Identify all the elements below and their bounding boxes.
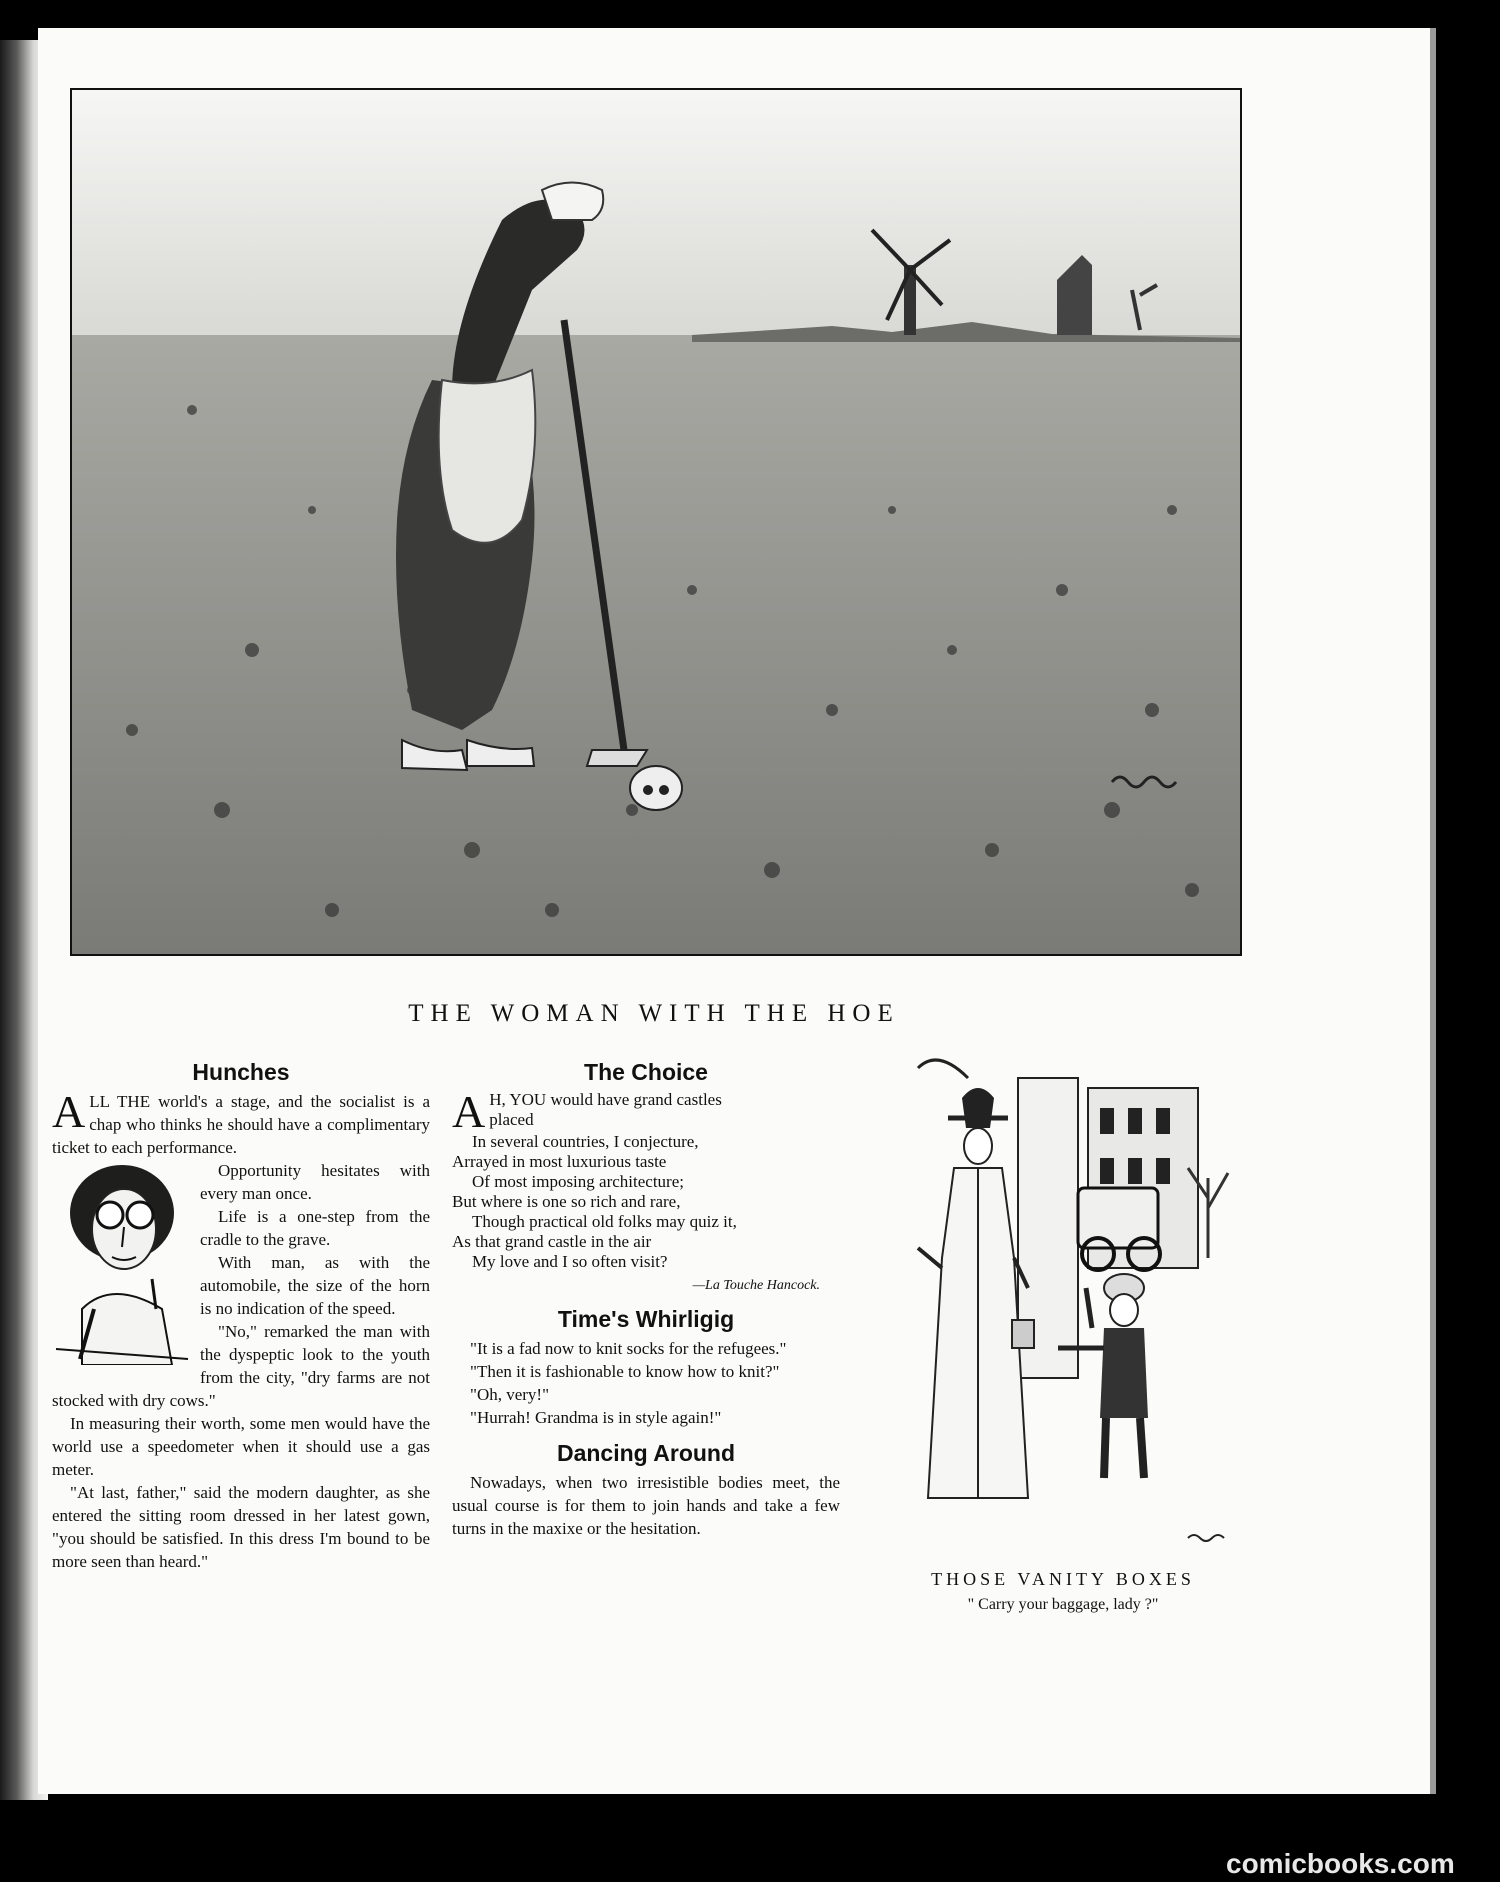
hunches-dropcap: A <box>52 1086 86 1137</box>
hunches-paragraph-3: Life is a one-step from the cradle to the grave. <box>200 1207 430 1249</box>
choice-dropcap: A <box>452 1086 486 1137</box>
woman-with-hoe-drawing <box>72 90 1240 954</box>
column-right-cartoon <box>878 1058 1248 1616</box>
poem-line: Of most imposing architecture; <box>472 1172 684 1191</box>
choice-heading: The Choice <box>584 1059 708 1085</box>
poem-line: placed <box>489 1110 534 1129</box>
poem-line: Though practical old folks may quiz it, <box>472 1212 737 1231</box>
column-hunches <box>52 1058 430 1573</box>
vanity-boxes-caption: THOSE VANITY BOXES <box>931 1569 1195 1589</box>
choice-poem <box>452 1086 840 1272</box>
poem-line: My love and I so often visit? <box>472 1252 668 1271</box>
hunches-lead: LL THE <box>89 1092 151 1111</box>
hunches-text-1: world's a stage, and the socialist is a chap who thinks he should have a complimentary ticket to each performance. <box>52 1092 430 1157</box>
main-illustration <box>70 88 1242 956</box>
hunches-paragraph-2: Opportunity hesitates with every man once. <box>200 1161 430 1203</box>
choice-attribution: —La Touche Hancock. <box>692 1278 820 1293</box>
vanity-boxes-drawing <box>878 1058 1248 1558</box>
hunches-paragraph-5: "No," remarked the man with the dyspeptic look to the youth from the city, "dry farms are not stocked with dry cows." <box>52 1322 430 1410</box>
dyspeptic-man-cartoon <box>52 1159 192 1365</box>
vanity-boxes-subcaption: " Carry your baggage, lady ?" <box>967 1596 1159 1613</box>
dancing-heading: Dancing Around <box>556 1440 736 1466</box>
page-edge <box>1430 28 1436 1794</box>
poem-line: Arrayed in most luxurious taste <box>452 1152 667 1171</box>
hunches-heading: Hunches <box>192 1059 290 1085</box>
poem-line: H, YOU would have grand castles <box>489 1090 722 1109</box>
whirligig-heading: Time's Whirligig <box>557 1306 735 1332</box>
column-middle <box>452 1058 840 1540</box>
whirligig-dialog <box>452 1337 840 1429</box>
hunches-paragraph-7: "At last, father," said the modern daughter, as she entered the sitting room dressed in her latest gown, "you should be satisfied. In this dress I'm bound to be more seen than heard." <box>52 1483 430 1571</box>
hunches-paragraph-4: With man, as with the automobile, the size of the horn is no indication of the speed. <box>200 1253 430 1318</box>
dialog-line: "Oh, very!" <box>470 1385 550 1404</box>
poem-line: In several countries, I conjecture, <box>472 1132 699 1151</box>
dialog-line: "It is a fad now to knit socks for the refugees." <box>470 1339 787 1358</box>
hunches-paragraph-6: In measuring their worth, some men would have the world use a speedometer when it should use a gas meter. <box>52 1414 430 1479</box>
poem-line: But where is one so rich and rare, <box>452 1192 681 1211</box>
hunches-paragraph-1 <box>52 1086 430 1159</box>
dialog-line: "Hurrah! Grandma is in style again!" <box>470 1408 722 1427</box>
poem-line: As that grand castle in the air <box>452 1232 652 1251</box>
dialog-line: "Then it is fashionable to know how to knit?" <box>470 1362 780 1381</box>
main-illustration-caption: THE WOMAN WITH THE HOE <box>408 1000 900 1027</box>
site-watermark: comicbooks.com <box>1226 1848 1455 1879</box>
dancing-text: Nowadays, when two irresistible bodies meet, the usual course is for them to join hands and take a few turns in the maxixe or the hesitation. <box>452 1473 840 1538</box>
